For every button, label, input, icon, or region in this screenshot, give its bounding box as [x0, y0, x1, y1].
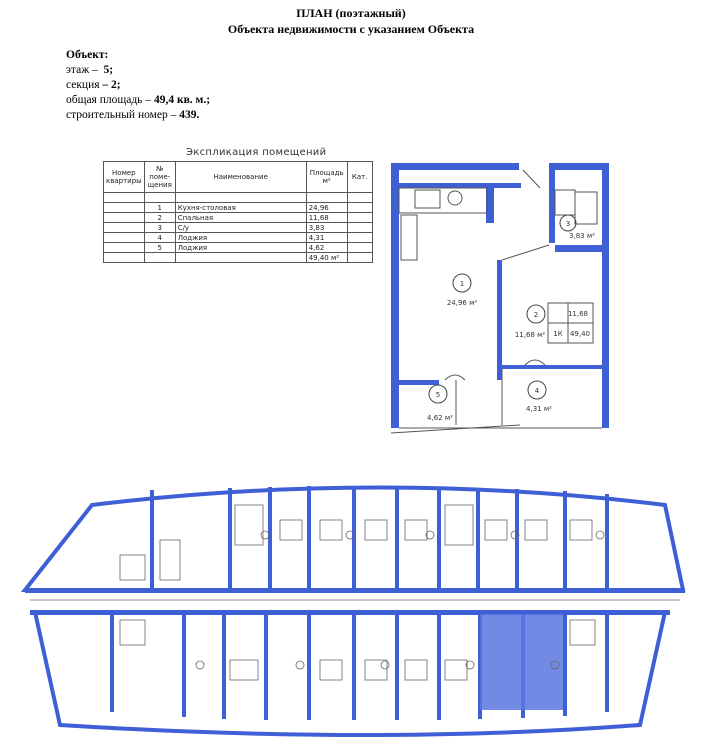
badge-living-area: 11,68: [567, 310, 589, 318]
section-value: – 2;: [102, 79, 121, 91]
col-name: Наименование: [175, 162, 306, 193]
table-row: 4 Лоджия 4,31: [104, 233, 373, 243]
table-row: 2 Спальная 11,68: [104, 213, 373, 223]
table-row: 1 Кухня-столовая 24,96: [104, 203, 373, 213]
col-room-number: № поме-щения: [144, 162, 175, 193]
area-value: 49,4 кв. м.;: [153, 94, 211, 106]
area-label: общая площадь –: [66, 94, 152, 106]
col-category: Кат.: [347, 162, 372, 193]
room-area: 11,68 м²: [514, 331, 546, 339]
explication-title: Экспликация помещений: [186, 147, 327, 158]
floor-label: этаж –: [66, 64, 98, 76]
room-area: 24,96 м²: [446, 299, 478, 307]
room-area: 4,31 м²: [526, 405, 552, 413]
highlighted-apartment: [480, 614, 563, 710]
table-row: 5 Лоджия 4,62: [104, 243, 373, 253]
col-area: Площадь м²: [306, 162, 347, 193]
section-label: секция: [66, 79, 100, 91]
room-number: 3: [565, 220, 571, 228]
table-total-row: 49,40 м²: [104, 253, 373, 263]
table-row: 3 С/у 3,83: [104, 223, 373, 233]
number-value: 439.: [179, 109, 200, 121]
page-title: ПЛАН (поэтажный): [296, 6, 406, 20]
number-label: строительный номер –: [66, 109, 177, 121]
room-number: 1: [459, 280, 465, 288]
room-number: 5: [435, 391, 441, 399]
floor-value: 5;: [103, 64, 114, 76]
col-apartment: Номер квартиры: [104, 162, 145, 193]
floor-partition-walls: [25, 486, 685, 720]
room-area: 4,62 м²: [427, 414, 453, 422]
room-number: 2: [533, 311, 539, 319]
object-label: Объект:: [66, 49, 109, 61]
room-number: 4: [534, 387, 540, 395]
badge-type: 1К: [553, 330, 563, 338]
room-area: 3,83 м²: [569, 232, 595, 240]
page-subtitle: Объекта недвижимости с указанием Объекта: [227, 22, 475, 36]
badge-total-area: 49,40: [569, 330, 591, 338]
